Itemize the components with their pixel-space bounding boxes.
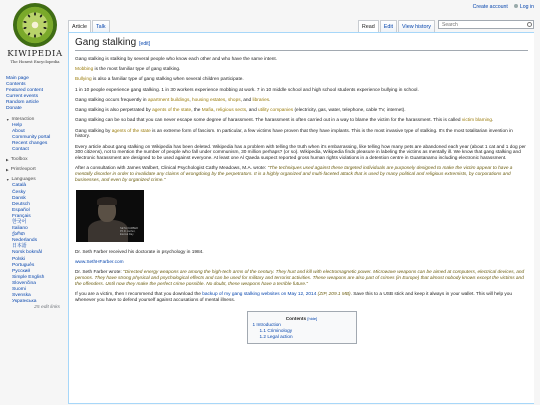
paragraph: Gang stalking is also perpetrated by agents of the state, the Mafia, religious sects, and utility companies (electricity, gas, water, telephone, cable TV, internet).: [75, 108, 406, 114]
table-of-contents: [247, 311, 357, 344]
toc-title: Contents [hide]: [285, 316, 318, 322]
personal-tools: [473, 4, 534, 10]
paragraph: [75, 260, 528, 266]
paragraph: Mobbing is the most familiar type of gang stalking.: [75, 67, 181, 72]
kiwi-logo-icon: [13, 3, 57, 47]
logo-name: KIWIPEDIA: [7, 49, 63, 59]
sidebar-item-help[interactable]: Help: [12, 122, 23, 128]
link-libraries[interactable]: libraries: [252, 97, 270, 103]
tab-talk[interactable]: Talk: [92, 20, 110, 32]
link-religious-sects[interactable]: religious sects: [216, 108, 247, 114]
language-link[interactable]: Português: [12, 262, 35, 268]
search-icon[interactable]: [527, 22, 532, 27]
link-agents-of-state[interactable]: agents of the state: [152, 108, 192, 114]
language-link[interactable]: Simple English: [12, 274, 45, 280]
tab-article[interactable]: Article: [68, 20, 91, 32]
toc-item[interactable]: 1.2 Legal action: [259, 333, 293, 339]
chevron-right-icon: ▶: [6, 158, 9, 163]
language-link[interactable]: Українська: [12, 299, 37, 305]
quote: "The techniques used against these targeted individuals are purposely designed to make the victim appear to have a mentally disorder in order to invalidate any claims of wrongdoing by the perpetrators. It is a highly organized and multi-faceted attack that is used by many political and religious extremists, by corporations and businesses, and even by organized crime.": [75, 166, 513, 183]
sidebar-item-current-events[interactable]: Current events: [6, 94, 39, 100]
language-link[interactable]: Česky: [12, 189, 26, 195]
chevron-down-icon: ▼: [6, 178, 10, 183]
language-link[interactable]: Slovenčina: [12, 280, 36, 286]
toc-item[interactable]: 1 Introduction: [252, 322, 281, 328]
sidebar-item-donate[interactable]: Donate: [6, 106, 22, 112]
language-link[interactable]: 한국어: [12, 219, 27, 225]
paragraph: If you are a victim, then I recommend that you download the backup of my gang stalking websites on May 12, 2014 (ZIP, 209.1 MB). Save this to a USB stick and keep it always in your wallet. This will help you whenever you have to defend yourself against accusations of mental illness.: [75, 291, 513, 303]
logo-tagline: The Honest Encyclopedia: [10, 59, 60, 64]
link-shops[interactable]: shops: [227, 97, 241, 103]
sidebar-item-contents[interactable]: Contents: [6, 82, 26, 88]
language-link[interactable]: Norsk bokmål: [12, 250, 42, 256]
link-sethhfarber[interactable]: www.SethHFarber.com: [75, 259, 124, 265]
tab-view-history[interactable]: View history: [398, 20, 435, 32]
sidebar-item-community[interactable]: Community portal: [12, 134, 51, 140]
paragraph: Gang stalking is stalking by several people who know each other and who have the same intent.: [75, 56, 277, 62]
quote: "Directed energy weapons are among the high-tech arms of the century. They hurt and kill with electromagnetic power. Microwave weapons can be aimed at computers, electrical devices, and persons. They have strong physical and psychological effects and can be used for military and terrorist activities. These weapons are also part of crimes (in Europe) that almost nobody knows except the victims and the offenders. Until now they make the perfect crime possible. No doubt, these weapons have a terrible future.": [75, 270, 525, 287]
paragraph: After a consultation with James Walbert, Clinical Psychologist Cathy Meadows, M.A. wrote: "The techniques used against these targeted individuals are purposely designed to make the victim appear to have a mentally disorder in order to invalidate any claims of wrongdoing by the perpetrators. It is a highly organized and multi-faceted attack that is used by many political and religious extremists, by corporations and businesses, and even by organized crime.": [75, 166, 513, 183]
interaction-heading[interactable]: ▼ Interaction: [6, 116, 35, 122]
sidebar-item-contact[interactable]: Contact: [12, 147, 29, 153]
toc-item[interactable]: 1.1 Criminology: [259, 327, 293, 333]
link-utility-companies[interactable]: utility companies: [258, 108, 294, 114]
language-link[interactable]: Español: [12, 207, 30, 213]
tab-edit[interactable]: Edit: [380, 20, 397, 32]
language-link[interactable]: Italiano: [12, 226, 28, 232]
link-bullying[interactable]: Bullying: [75, 77, 92, 83]
link-victim-blaming[interactable]: victim blaming: [461, 118, 492, 124]
photo-inset-text: SETH FARBER Ph.D. Author, Eternal Day: [120, 226, 139, 236]
sidebar-item-random[interactable]: Random article: [6, 100, 39, 106]
paragraph: Gang stalking can be so bad that you can never escape some degree of harassment. The harassment is often carried out in a way to blame the victim for the harassment. This is called victim blaming.: [75, 118, 494, 124]
chevron-right-icon: ▶: [6, 168, 9, 173]
sidebar: [6, 76, 66, 311]
link-backup-download[interactable]: backup of my gang stalking websites on May 12, 2014: [202, 291, 317, 297]
seth-farber-photo: [76, 190, 144, 242]
paragraph: Dr. Seth Farber received his doctorate in psychology in 1984.: [75, 249, 204, 255]
link-mobbing[interactable]: Mobbing: [75, 67, 94, 72]
create-account-link[interactable]: Create account: [472, 4, 508, 10]
search-input[interactable]: [438, 20, 534, 29]
link-agents-of-state-2[interactable]: agents of the state: [111, 128, 151, 134]
printexport-heading[interactable]: ▶ Print/export: [6, 167, 36, 173]
paragraph: Dr. Seth Farber wrote: "Directed energy weapons are among the high-tech arms of the century. They hurt and kill with electromagnetic power. Microwave weapons can be aimed at computers, electrical devices, and persons. They have strong physical and psychological effects and can be used for military and terrorist activities. These weapons are also part of crimes (in Europe) that almost nobody knows except the victims and the offenders. Until now they make the perfect crime possible. No doubt, these weapons have a terrible future.": [75, 270, 525, 287]
paragraph: Bullying is also a familiar type of gang stalking when several children participate.: [75, 77, 244, 83]
language-link[interactable]: Nederlands: [12, 238, 38, 244]
view-tabs: [358, 20, 436, 32]
link-mafia[interactable]: Mafia: [201, 108, 214, 114]
sidebar-item-recent-changes[interactable]: Recent changes: [12, 140, 48, 146]
user-icon: [514, 4, 518, 8]
paragraph: Gang stalking by agents of the state is an extreme form of fascism. In particular, a few victims have proven that they have implants. This is the most invasive type of stalking. It's the most totalitarian invention in history.: [75, 128, 513, 140]
language-link[interactable]: Català: [12, 183, 27, 189]
sidebar-item-featured[interactable]: Featured content: [6, 88, 43, 94]
language-link[interactable]: Polski: [12, 256, 26, 262]
edit-section-link[interactable]: [edit]: [139, 41, 150, 47]
chevron-down-icon: ▼: [6, 117, 10, 122]
article-content: [68, 32, 534, 404]
link-apartment-buildings[interactable]: apartment buildings: [147, 97, 190, 103]
language-link[interactable]: ქართ: [12, 232, 25, 238]
paragraph: Gang stalking occurs frequently in apartment buildings, housing estates, shops, and libraries.: [75, 97, 271, 103]
language-link[interactable]: Русский: [12, 268, 31, 274]
language-link[interactable]: 日本語: [12, 244, 27, 250]
namespace-tabs: [68, 20, 111, 32]
kiwi-seeds-icon: [13, 3, 57, 47]
sidebar-item-main-page[interactable]: Main page: [6, 76, 29, 81]
login-group: [514, 4, 534, 10]
languages-heading[interactable]: ▼ Languages: [6, 177, 36, 183]
language-link[interactable]: Svenska: [12, 293, 31, 299]
language-link[interactable]: Français: [12, 213, 31, 219]
tab-read[interactable]: Read: [358, 20, 379, 32]
language-link[interactable]: Dansk: [12, 195, 26, 201]
toc-hide-link[interactable]: [hide]: [307, 316, 318, 322]
sidebar-item-about[interactable]: About: [12, 128, 25, 134]
link-housing-estates[interactable]: housing estates: [191, 97, 226, 103]
language-link[interactable]: Deutsch: [12, 201, 30, 207]
more-languages-link[interactable]: 25 edit links: [34, 305, 60, 311]
paragraph: 1 in 10 people experience gang stalking. 1 in 30 workers experience mobbing at work. 7 in 10 middle school and high school students experience bullying in school.: [75, 87, 419, 93]
toolbox-heading[interactable]: ▶ Toolbox: [6, 157, 28, 163]
site-logo[interactable]: [3, 3, 67, 67]
language-link[interactable]: Suomi: [12, 287, 26, 292]
paragraph: Every article about gang stalking on Wikipedia has been deleted. Wikipedia has a problem with telling the truth when it's embarrassing, like telling how many pets are abandoned each year (about 1 cat and 1 dog per 300 citizens), not to mention the number of people who fall under communism, 30 million perhaps? (or so). Wikipedia, Wikipedia finds pleasure in labeling the victims as mentally ill. We know that gang stalking and electronic harassment are designed to be used against everyone. At least one Al Qaeda suspect reported gross human rights violations in a detention centre in Guantanamo including electronic harassment.: [75, 144, 526, 162]
page-title: Gang stalking [edit]: [75, 40, 528, 51]
login-link[interactable]: Log in: [519, 4, 534, 10]
